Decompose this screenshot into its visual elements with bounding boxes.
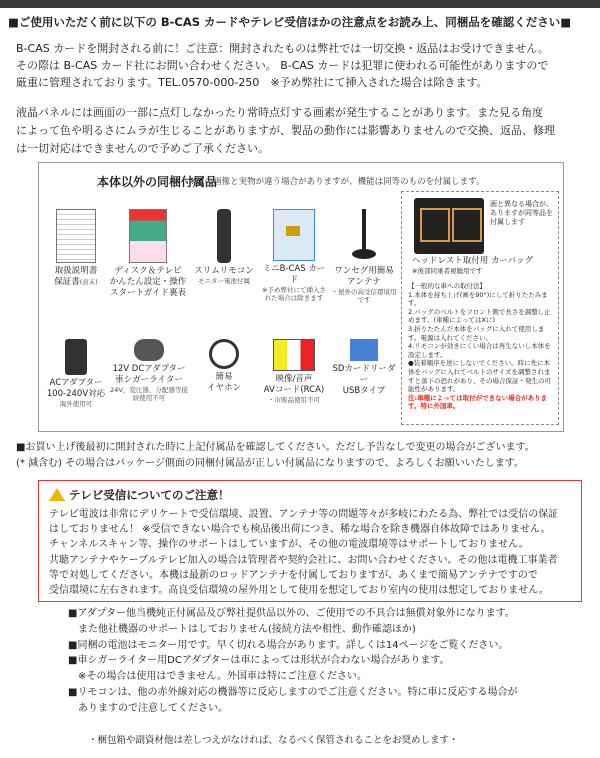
page-header: ■ご使用いただく前に以下の B-CAS カードやテレビ受信ほかの注意点をお読み上、同梱品を確認ください■ (8, 15, 572, 29)
manual-image (56, 209, 96, 263)
bcas-notice (16, 40, 586, 91)
dc-adapter-image (134, 339, 164, 361)
sd-reader-image (350, 339, 378, 361)
av-cord-item: 映像/音声 AVコード(RCA) ・市販品使用不可 (259, 339, 329, 404)
warning-title: テレビ受信についてのご注意！ (49, 487, 230, 503)
bcas-card-item: ミニB-CAS カード ※予め弊社にて挿入された場合は除きます (259, 209, 329, 302)
warning-icon (49, 488, 65, 501)
bcas-card-image (273, 209, 315, 261)
warning-body: テレビ電波は非常にデリケートで受信環境、設置、アンテナ等の問題等々が多岐にわたる為、弊社では受信の保証 はしておりません！ ※受信できない場合でも検品後出荷につき、稀な場合を除き機器自体故障ではありません。 チャンネルスキャン等、操作のサポートはしていますが、その他の電波環境等はサポートしておりません。 共聴アンテナやケーブルテレビ加入の場合は管理者や契約会社に、お問い合わせください。その他は電機工事業者 等で対処してください。本機は最新のロッドアンテナを付属しておりますが、あくまで簡易アンテナですので 受信環境に左右されます。高良受信環境の屋外用として使用を想定しており室内の使用は想定しておりません。 (49, 509, 559, 597)
remote-item: スリムリモコン モニター電池付属 (191, 209, 257, 285)
guide-item: ディスク＆テレビ かんたん設定・操作 スタートガイド裏表 (109, 209, 187, 299)
tv-reception-warning (38, 480, 582, 602)
lcd-line-1: 液晶パネルには画面の一部に点灯しなかったり常時点灯する画素が発生することがあります。また見る角度 (16, 106, 544, 119)
av-cord-image (273, 339, 315, 371)
car-bag-caption: ヘッドレスト取付用 カーバッグ ※後部同乗者視聴用です (412, 256, 534, 275)
footer-note: ・梱包箱や副資材他は差しつえがなければ、なるべく保管されることをお奨めします・ (88, 735, 459, 746)
car-bag-note: 画と異なる場合が、ありますが同等品を付属します (490, 200, 553, 226)
earphone-image (209, 339, 239, 369)
car-bag-warning: 注:車種によっては取付ができない場合があります。特に外国車。 (408, 393, 548, 411)
sd-reader-item: SDカードリーダー USBタイプ (329, 339, 399, 397)
bcas-line-1: B-CAS カードを開封される前に！ご注意：開封されたものは弊社では一切交換・返品はお受けできません。 (16, 42, 549, 55)
car-bag-image (414, 198, 484, 254)
car-bag-steps: 【一般的な車への取付法】 1.本体を持ち上げ(画を90°)にして折りたたみます。 2.バッグのベルトをフロント側で長さを調整し止めます。(車種によってはXに) 3.折りたたんだ本体をバッグに入れて使用します。電源は入れてください。 4.リモコンが効きにくい場合は再生ないし本体を設定します。 ●装着順序を逆にしないでください。時に先に本体をバッグに入れてベルトのサイズを調整されますと落下の恐れがあり、その場合保証・発生の可能性があります。 注:車種によっては取付ができない場合があります。特に外国車。 (408, 282, 554, 411)
accessories-note: ※下の画像と実物が違う場合がありますが、機能は同等のものを付属します。 (189, 177, 485, 187)
usage-notes: ■アダプター他当機純正付属品及び弊社提供品以外の、ご使用での不具合は無償対象外になります。 また他社機器のサポートはしておりません(接続方法や相性、動作確認ほか) ■同梱の電池はモニター用です。早く切れる場合があります。詳しくは14ページをご覧ください。 ■車シガーライター用DCアダプターは車によっては形状が合わない場合があります。 ※その場合は使用はできません。外国車は特にご注意ください。 ■リモコンは、他の赤外線対応の機器等に反応しますのでご注意ください。特に車に反応する場合が ありますので注意してください。 (68, 608, 518, 714)
bcas-line-3: 厳重に管理されております。TEL.0570-000-250 ※予め弊社にて挿入された場合は除きます。 (16, 76, 488, 89)
contents-check-notice: ■お買い上げ後最初に開封された時に上記付属品を確認してください。ただし予告なしで変更の場合がございます。 (* 減含む) その場合はパッケージ側面の同梱付属品が正しい付属品になりますので、よろしくお願いいたします。 (16, 442, 535, 469)
earphone-item: 簡易 イヤホン (191, 339, 257, 394)
accessories-box (38, 162, 564, 432)
ac-adapter-image (65, 339, 87, 375)
antenna-item: ワンセグ用簡易 アンテナ ・屋外の高受信環境用です (329, 209, 399, 304)
bcas-line-2: その際は B-CAS カード社にお問い合わせください。 B-CAS カードは犯罪に使われる可能性がありますので (16, 59, 549, 72)
car-bag-panel (401, 191, 559, 425)
manual-item: 取扱説明書 保証書(貢末) (43, 209, 109, 288)
remote-image (217, 209, 231, 263)
accessories-title: 本体以外の同梱付属品 (97, 175, 218, 189)
antenna-image (344, 209, 384, 263)
ac-adapter-item: ACアダプター 100-240V対応 海外使用可 (43, 339, 109, 408)
lcd-line-3: は一切対応はできませんので予めご了承ください。 (16, 142, 269, 155)
lcd-line-2: によって色や明るさにムラが生じることがありますが、製品の動作には影響ありませんので交換、返品、修理 (16, 124, 555, 137)
dc-adapter-item: 12V DCアダプター 車シガーライター 24V、変圧器、分配器等接続使用不可 (109, 339, 189, 402)
top-bar (0, 0, 600, 8)
lcd-notice (16, 104, 586, 158)
guide-image (129, 209, 167, 263)
